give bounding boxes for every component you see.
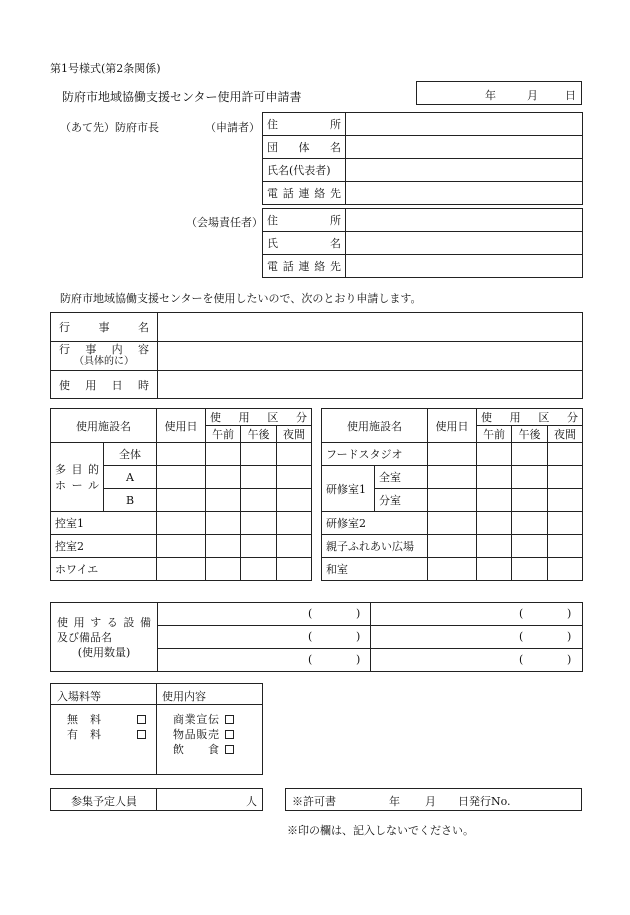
equipment-slot-3-open: ( [308,630,313,643]
hall-a-pm-cell[interactable] [241,466,277,489]
training1-sub-night-cell[interactable] [548,489,583,512]
admission-usage-box [50,683,263,775]
equipment-table [50,602,583,672]
hall-all-night-cell[interactable] [277,443,312,466]
equipment-slot-2-close: ) [567,607,572,620]
event-table [50,312,583,399]
family-plaza-night-cell[interactable] [548,535,583,558]
training2-night-cell[interactable] [548,512,583,535]
hall-b-night-cell[interactable] [277,489,312,512]
japanese-room-pm-cell[interactable] [512,558,548,581]
japanese-room-am-cell[interactable] [477,558,512,581]
training1-all-day-cell[interactable] [428,466,477,489]
room-anteroom2: 控室2 [51,535,157,558]
applicant-name-label: 氏名(代表者) [263,159,346,182]
training2-pm-cell[interactable] [512,512,548,535]
period-am-right: 午前 [477,426,512,443]
applicant-table [262,112,583,205]
training1-all-am-cell[interactable] [477,466,512,489]
usage-commercial-checkbox[interactable] [225,715,234,724]
admission-free-option[interactable] [67,711,146,727]
applicant-phone-label: 電話連絡先 [263,182,346,205]
venue-manager-table [262,208,583,278]
usage-food-label: 飲 食 [173,743,219,756]
manager-phone-label: 電話連絡先 [263,255,346,278]
hall-b-am-cell[interactable] [206,489,241,512]
training1-sub-day-cell[interactable] [428,489,477,512]
admission-paid-option[interactable] [67,726,146,742]
equipment-slot-1-close: ) [356,607,361,620]
permit-month: 月 [425,795,436,808]
equipment-slot-1-open: ( [308,607,313,620]
hall-all-pm-cell[interactable] [241,443,277,466]
japanese-room-night-cell[interactable] [548,558,583,581]
training2-day-cell[interactable] [428,512,477,535]
event-name-field[interactable] [158,313,583,342]
hall-b-pm-cell[interactable] [241,489,277,512]
usage-sales-option[interactable] [173,726,234,742]
japanese-room-day-cell[interactable] [428,558,477,581]
event-content-label [51,342,158,371]
manager-address-field[interactable] [346,209,583,232]
training1-sub-pm-cell[interactable] [512,489,548,512]
food-studio-night-cell[interactable] [548,443,583,466]
usage-commercial-label: 商業宣伝 [173,713,219,726]
foyer-pm-cell[interactable] [241,558,277,581]
anteroom2-pm-cell[interactable] [241,535,277,558]
admission-paid-label: 有 料 [67,728,101,741]
equipment-label-line1: 使用する設備 [57,615,151,629]
hall-part-all: 全体 [104,443,157,466]
usage-food-option[interactable] [173,741,234,757]
equipment-slot-4[interactable] [371,626,583,649]
usage-header: 使用内容 [162,690,206,703]
multipurpose-hall-label [51,443,104,512]
training1-all-night-cell[interactable] [548,466,583,489]
usage-sales-label: 物品販売 [173,728,219,741]
date-day-label: 日 [565,89,576,102]
facility-name-header: 使用施設名 [51,409,157,443]
room-foyer: ホワイエ [51,558,157,581]
hall-part-a: A [104,466,157,489]
attendance-box [50,788,263,811]
anteroom1-night-cell[interactable] [277,512,312,535]
date-year-label: 年 [485,89,496,102]
admission-usage-header-line [51,704,262,705]
applicant-name-field[interactable] [346,159,583,182]
room-family-plaza: 親子ふれあい広場 [322,535,428,558]
anteroom2-night-cell[interactable] [277,535,312,558]
permit-year: 年 [389,795,400,808]
food-studio-am-cell[interactable] [477,443,512,466]
admission-header: 入場料等 [57,690,101,703]
usage-sales-checkbox[interactable] [225,730,234,739]
facility-name-header-right: 使用施設名 [322,409,428,443]
training1-all-pm-cell[interactable] [512,466,548,489]
family-plaza-day-cell[interactable] [428,535,477,558]
usage-day-header-right: 使用日 [428,409,477,443]
form-number: 第1号様式(第2条関係) [50,62,161,75]
manager-name-label: 氏 名 [263,232,346,255]
manager-phone-field[interactable] [346,255,583,278]
training2-am-cell[interactable] [477,512,512,535]
hall-a-day-cell[interactable] [157,466,206,489]
period-pm: 午後 [241,426,277,443]
equipment-label-line3: (使用数量) [77,645,131,659]
equipment-slot-2-open: ( [519,607,524,620]
room-japanese-room: 和室 [322,558,428,581]
event-name-label: 行 事 名 [51,313,158,342]
training1-part-sub: 分室 [375,489,428,512]
venue-manager-label: （会場責任者） [186,216,263,229]
food-studio-pm-cell[interactable] [512,443,548,466]
admission-free-label: 無 料 [67,713,101,726]
attendance-unit: 人 [246,795,257,808]
hall-a-am-cell[interactable] [206,466,241,489]
equipment-slot-4-close: ) [567,630,572,643]
applicant-address-label: 住 所 [263,113,346,136]
equipment-slot-6-close: ) [567,653,572,666]
room-training2: 研修室2 [322,512,428,535]
facility-table-right [321,408,583,581]
period-night: 夜間 [277,426,312,443]
period-pm-right: 午後 [512,426,548,443]
family-plaza-am-cell[interactable] [477,535,512,558]
permit-box [285,788,582,811]
addressee: （あて先）防府市長 [60,121,159,134]
hall-b-day-cell[interactable] [157,489,206,512]
usage-commercial-option[interactable] [173,711,234,727]
applicant-org-field[interactable] [346,136,583,159]
foyer-night-cell[interactable] [277,558,312,581]
hall-part-b: B [104,489,157,512]
foyer-day-cell[interactable] [157,558,206,581]
permit-label: ※許可書 [292,795,336,808]
equipment-slot-6-open: ( [519,653,524,666]
admission-usage-divider [156,684,157,774]
usage-food-checkbox[interactable] [225,745,234,754]
attendance-label: 参集予定人員 [71,795,137,808]
equipment-label [51,603,158,672]
period-am: 午前 [206,426,241,443]
equipment-slot-3[interactable] [158,626,371,649]
admission-free-checkbox[interactable] [137,715,146,724]
equipment-slot-4-open: ( [519,630,524,643]
equipment-slot-5-open: ( [308,653,313,666]
hall-all-day-cell[interactable] [157,443,206,466]
family-plaza-pm-cell[interactable] [512,535,548,558]
equipment-label-line2: 及び備品名 [57,630,112,644]
hall-a-night-cell[interactable] [277,466,312,489]
manager-address-label: 住 所 [263,209,346,232]
applicant-org-label: 団 体 名 [263,136,346,159]
applicant-address-field[interactable] [346,113,583,136]
usage-period-header-right: 使 用 区 分 [477,409,583,426]
hall-label-line1: 多目的 [55,463,99,476]
anteroom1-pm-cell[interactable] [241,512,277,535]
form-title: 防府市地域協働支援センター使用許可申請書 [62,90,302,104]
event-content-label-sub: （具体的に） [74,356,134,367]
date-month-label: 月 [527,89,538,102]
date-box[interactable] [416,81,582,105]
food-studio-day-cell[interactable] [428,443,477,466]
admission-paid-checkbox[interactable] [137,730,146,739]
hall-all-am-cell[interactable] [206,443,241,466]
facility-table-left [50,408,312,581]
room-training1: 研修室1 [322,466,375,512]
event-content-field[interactable] [158,342,583,371]
manager-name-field[interactable] [346,232,583,255]
room-food-studio: フードスタジオ [322,443,428,466]
training1-sub-am-cell[interactable] [477,489,512,512]
footnote: ※印の欄は、記入しないでください。 [287,824,474,837]
applicant-label: （申請者） [205,121,260,134]
anteroom1-day-cell[interactable] [157,512,206,535]
training1-part-all: 全室 [375,466,428,489]
event-content-label-main: 行 事 内 容 [59,343,149,356]
equipment-slot-1[interactable] [158,603,371,626]
event-datetime-field[interactable] [158,371,583,399]
intro-text: 防府市地域協働支援センターを使用したいので、次のとおり申請します。 [60,292,422,305]
room-anteroom1: 控室1 [51,512,157,535]
anteroom2-day-cell[interactable] [157,535,206,558]
usage-day-header: 使用日 [157,409,206,443]
permit-issued-no: 日発行No. [458,795,511,808]
anteroom2-am-cell[interactable] [206,535,241,558]
equipment-slot-6[interactable] [371,649,583,672]
usage-period-header: 使 用 区 分 [206,409,312,426]
event-datetime-label: 使 用 日 時 [51,371,158,399]
equipment-slot-5[interactable] [158,649,371,672]
equipment-slot-3-close: ) [356,630,361,643]
foyer-am-cell[interactable] [206,558,241,581]
anteroom1-am-cell[interactable] [206,512,241,535]
period-night-right: 夜間 [548,426,583,443]
hall-label-line2: ホール [55,479,99,492]
applicant-phone-field[interactable] [346,182,583,205]
equipment-slot-5-close: ) [356,653,361,666]
equipment-slot-2[interactable] [371,603,583,626]
